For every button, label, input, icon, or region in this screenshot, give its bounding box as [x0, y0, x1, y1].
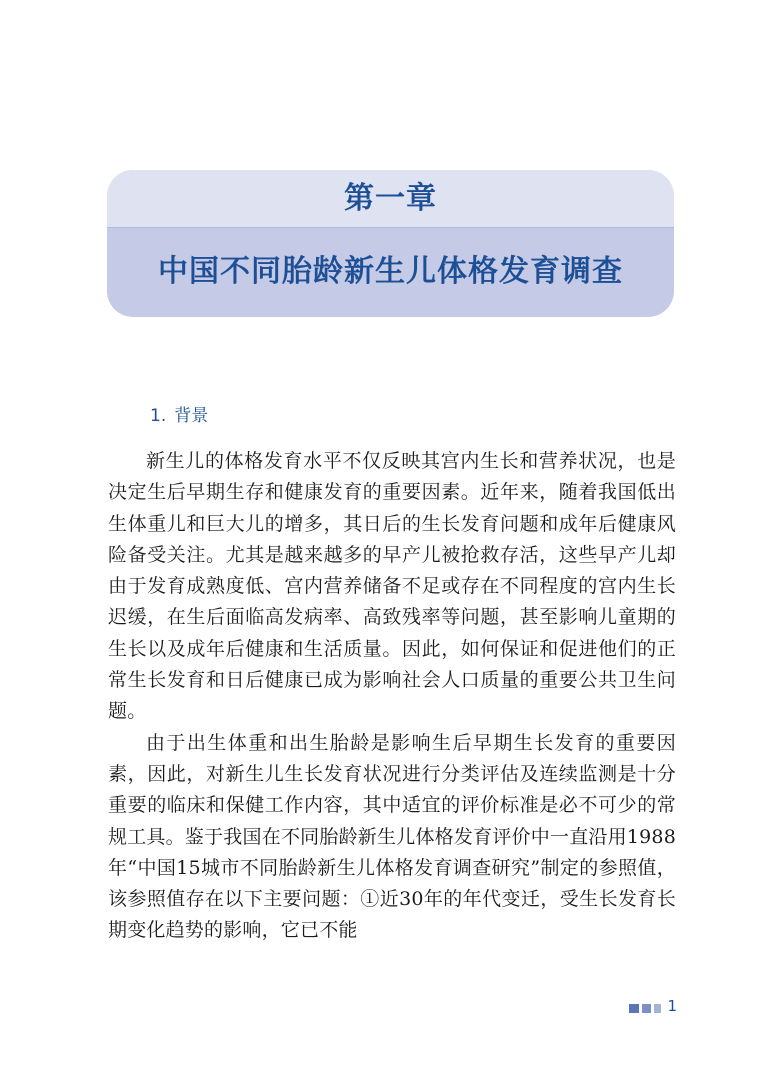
page-marker-icon: [629, 1004, 661, 1014]
chapter-title: 中国不同胎龄新生儿体格发育调查: [158, 254, 623, 289]
body-text: [108, 446, 676, 947]
section-number: 1.: [150, 406, 167, 426]
chapter-header-box: [107, 170, 674, 317]
section-title: 背景: [174, 406, 209, 426]
paragraph-2: 由于出生体重和出生胎龄是影响生后早期生长发育的重要因素，因此，对新生儿生长发育状况进行分类评估及连续监测是十分重要的临床和保健工作内容，其中适宜的评价标准是必不可少的常规工具。鉴于我国在不同胎龄新生儿体格发育评价中一直沿用1988年“中国15城市不同胎龄新生儿体格发育调查研究”制定的参照值，该参照值存在以下主要问题：①近30年的年代变迁，受生长发育长期变化趋势的影响，它已不能: [108, 731, 676, 942]
paragraph-1: 新生儿的体格发育水平不仅反映其宫内生长和营养状况，也是决定生后早期生存和健康发育的重要因素。近年来，随着我国低出生体重儿和巨大儿的增多，其日后的生长发育问题和成年后健康风险备受关注。尤其是越来越多的早产儿被抢救存活，这些早产儿却由于发育成熟度低、宫内营养储备不足或存在不同程度的宫内生长迟缓，在生后面临高发病率、高致残率等问题，甚至影响儿童期的生长以及成年后健康和生活质量。因此，如何保证和促进他们的正常生长发育和日后健康已成为影响社会人口质量的重要公共卫生问题。: [108, 450, 676, 723]
chapter-label: 第一章: [344, 181, 437, 216]
page-number: 1: [667, 997, 677, 1015]
section-heading: [150, 404, 208, 428]
